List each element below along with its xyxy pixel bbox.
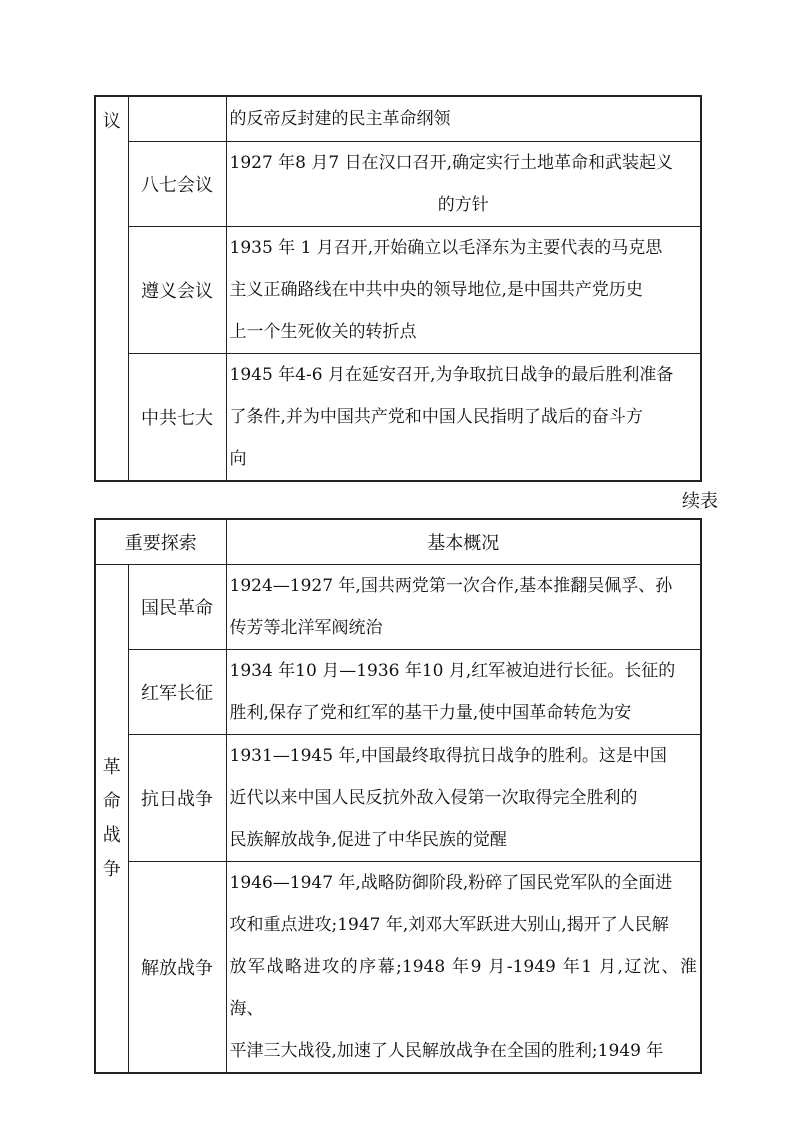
desc-line: 1935 年 1 月召开,开始确立以毛泽东为主要代表的马克思 (229, 237, 663, 258)
desc-line: 1924—1927 年,国共两党第一次合作,基本推翻吴佩孚、孙 (229, 576, 673, 596)
item-desc-cell (226, 226, 701, 353)
item-name-cell (128, 650, 226, 735)
desc-line: 攻和重点进攻;1947 年,刘邓大军跃进大别山,揭开了人民解 (229, 915, 669, 935)
item-name-cell (128, 141, 226, 226)
item-name: 遵义会议 (141, 280, 213, 302)
item-desc-cell (226, 650, 701, 735)
item-name-cell (128, 565, 226, 650)
category-char: 争 (102, 858, 121, 880)
desc-line: 1946—1947 年,战略防御阶段,粉碎了国民党军队的全面进 (229, 873, 673, 893)
category-char: 革 (102, 756, 121, 778)
desc-line: 1945 年4-6 月在延安召开,为争取抗日战争的最后胜利准备 (229, 364, 674, 385)
continued-label: 续表 (682, 491, 718, 512)
item-desc-cell (226, 141, 701, 226)
item-name: 解放战争 (141, 958, 213, 979)
desc-line: 了条件,并为中国共产党和中国人民指明了战后的奋斗方 (229, 406, 643, 427)
desc-line: 主义正确路线在中共中央的领导地位,是中国共产党历史 (229, 279, 643, 300)
header-basic-overview (226, 519, 701, 565)
header-label: 基本概况 (427, 533, 500, 554)
desc-line: 1927 年8 月7 日在汉口召开,确定实行土地革命和武装起义 (229, 152, 674, 173)
item-name-cell (128, 353, 226, 481)
item-desc-cell (226, 96, 701, 141)
desc-line: 的反帝反封建的民主革命纲领 (229, 108, 451, 129)
desc-line: 上一个生死攸关的转折点 (229, 321, 417, 342)
item-name-cell (128, 735, 226, 862)
desc-line: 平津三大战役,加速了人民解放战争在全国的胜利;1949 年 (229, 1041, 664, 1061)
category-char: 战 (102, 824, 121, 846)
meetings-table (94, 95, 702, 482)
item-name: 八七会议 (141, 174, 213, 196)
item-name: 红军长征 (141, 683, 213, 704)
header-important-exploration (95, 519, 226, 565)
desc-line: 放军战略进攻的序幕;1948 年9 月-1949 年1 月,辽沈、淮海、 (229, 957, 697, 1019)
category-cell (95, 565, 128, 1074)
revolution-war-table (94, 518, 702, 1074)
desc-line: 向 (229, 448, 247, 469)
item-desc-cell (226, 565, 701, 650)
desc-line: 民族解放战争,促进了中华民族的觉醒 (229, 830, 507, 850)
desc-line: 1934 年10 月—1936 年10 月,红军被迫进行长征。长征的 (229, 661, 676, 681)
header-label: 重要探索 (124, 533, 197, 554)
item-desc-cell (226, 862, 701, 1074)
category-char: 命 (102, 790, 121, 812)
category-char: 议 (102, 111, 121, 132)
item-desc-cell (226, 353, 701, 481)
category-cell (95, 96, 128, 481)
item-name: 国民革命 (141, 598, 213, 619)
desc-line: 胜利,保存了党和红军的基干力量,使中国革命转危为安 (229, 703, 632, 723)
desc-line: 的方针 (437, 194, 489, 215)
desc-line: 传芳等北洋军阀统治 (229, 618, 383, 638)
item-desc-cell (226, 735, 701, 862)
desc-line: 1931—1945 年,中国最终取得抗日战争的胜利。这是中国 (229, 746, 667, 766)
item-name-cell (128, 96, 226, 141)
item-name: 抗日战争 (141, 789, 213, 810)
item-name-cell (128, 226, 226, 353)
item-name: 中共七大 (141, 407, 213, 429)
desc-line: 近代以来中国人民反抗外敌入侵第一次取得完全胜利的 (229, 788, 638, 808)
item-name-cell (128, 862, 226, 1074)
